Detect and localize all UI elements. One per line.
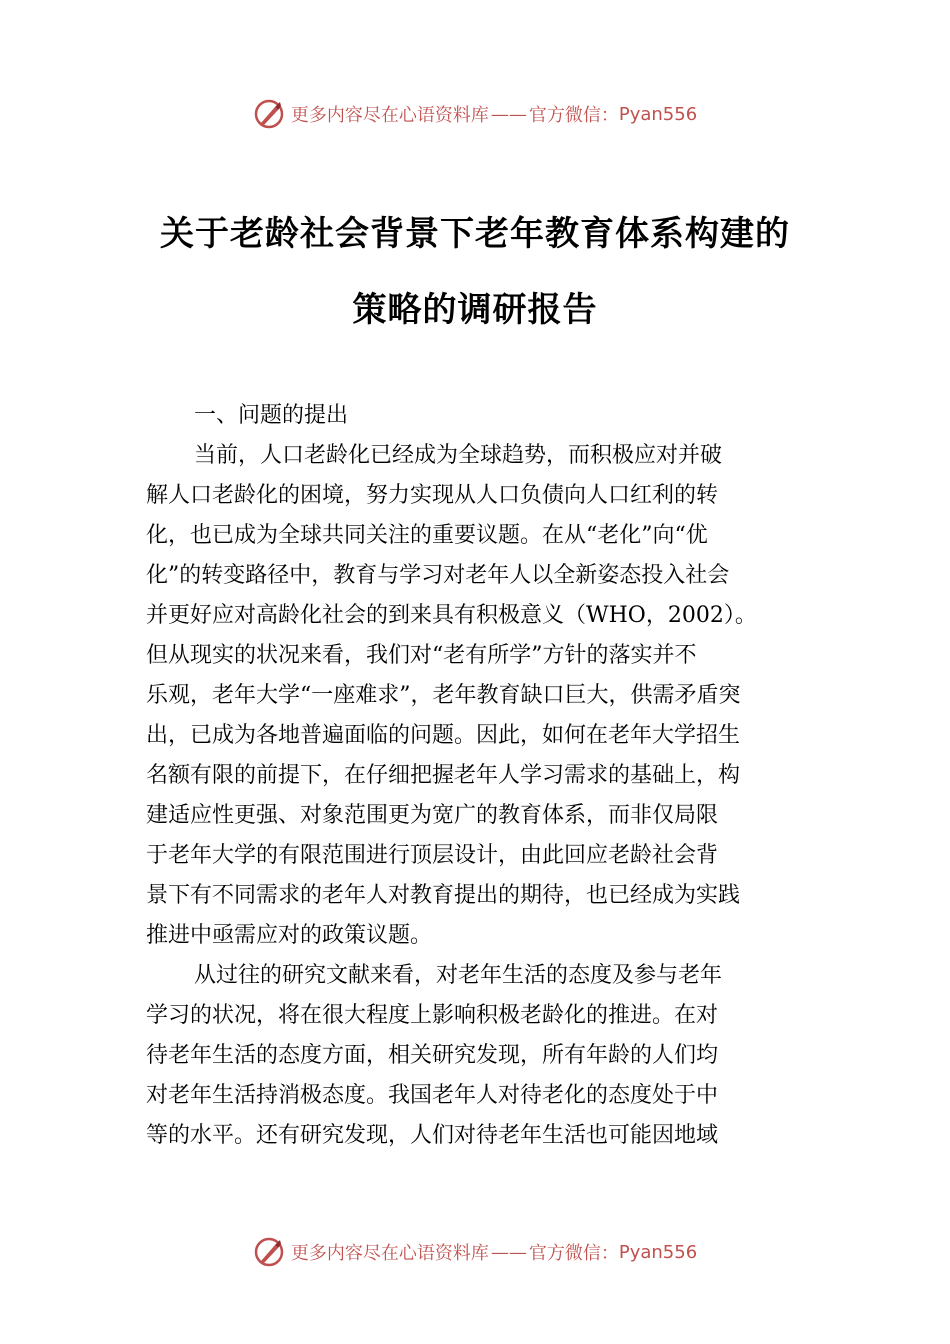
footer-banner bbox=[0, 1232, 950, 1272]
header-banner bbox=[0, 94, 950, 134]
document-title-line-2: 策略的调研报告 bbox=[352, 290, 598, 330]
banner-wechat-id: Pyan556 bbox=[618, 103, 698, 125]
banner-wechat-id: Pyan556 bbox=[618, 1241, 698, 1263]
paragraph-line: 景下有不同需求的老年人对教育提出的期待，也已经成为实践 bbox=[146, 883, 741, 908]
paragraph-line: 待老年生活的态度方面，相关研究发现，所有年龄的人们均 bbox=[146, 1043, 719, 1068]
document-body bbox=[146, 396, 820, 1156]
section-heading: 一、问题的提出 bbox=[194, 403, 349, 428]
quill-logo-icon bbox=[253, 98, 285, 130]
paragraph-line: 并更好应对高龄化社会的到来具有积极意义（WHO，2002）。 bbox=[146, 603, 757, 628]
paragraph-line: 但从现实的状况来看，我们对“老有所学”方针的落实并不 bbox=[146, 643, 697, 668]
paragraph-line: 等的水平。还有研究发现，人们对待老年生活也可能因地域 bbox=[146, 1123, 719, 1148]
paragraph-line: 解人口老龄化的困境，努力实现从人口负债向人口红利的转 bbox=[146, 483, 719, 508]
banner-wechat-label: 官方微信： bbox=[528, 105, 619, 126]
document-title-line-1: 关于老龄社会背景下老年教育体系构建的 bbox=[160, 214, 790, 254]
paragraph-line: 化”的转变路径中，教育与学习对老年人以全新姿态投入社会 bbox=[146, 563, 730, 588]
paragraph-line: 乐观，老年大学“一座难求”，老年教育缺口巨大，供需矛盾突 bbox=[146, 683, 741, 708]
banner-separator: —— bbox=[490, 1241, 527, 1263]
paragraph-line: 于老年大学的有限范围进行顶层设计，由此回应老龄社会背 bbox=[146, 843, 719, 868]
banner-site-text: 更多内容尽在心语资料库 bbox=[290, 1243, 489, 1264]
banner-site-text: 更多内容尽在心语资料库 bbox=[290, 105, 489, 126]
paragraph-line: 从过往的研究文献来看，对老年生活的态度及参与老年 bbox=[194, 963, 723, 988]
paragraph-line: 出，已成为各地普遍面临的问题。因此，如何在老年大学招生 bbox=[146, 723, 741, 748]
paragraph-line: 化，也已成为全球共同关注的重要议题。在从“老化”向“优 bbox=[146, 523, 708, 548]
quill-logo-icon bbox=[253, 1236, 285, 1268]
paragraph-line: 学习的状况，将在很大程度上影响积极老龄化的推进。在对 bbox=[146, 1003, 719, 1028]
banner-separator: —— bbox=[490, 103, 527, 125]
paragraph-line: 推进中亟需应对的政策议题。 bbox=[146, 923, 433, 948]
banner-wechat-label: 官方微信： bbox=[528, 1243, 619, 1264]
paragraph-line: 当前，人口老龄化已经成为全球趋势，而积极应对并破 bbox=[194, 443, 723, 468]
paragraph-line: 名额有限的前提下，在仔细把握老年人学习需求的基础上，构 bbox=[146, 763, 741, 788]
paragraph-line: 对老年生活持消极态度。我国老年人对待老化的态度处于中 bbox=[146, 1083, 719, 1108]
paragraph-line: 建适应性更强、对象范围更为宽广的教育体系，而非仅局限 bbox=[146, 803, 719, 828]
